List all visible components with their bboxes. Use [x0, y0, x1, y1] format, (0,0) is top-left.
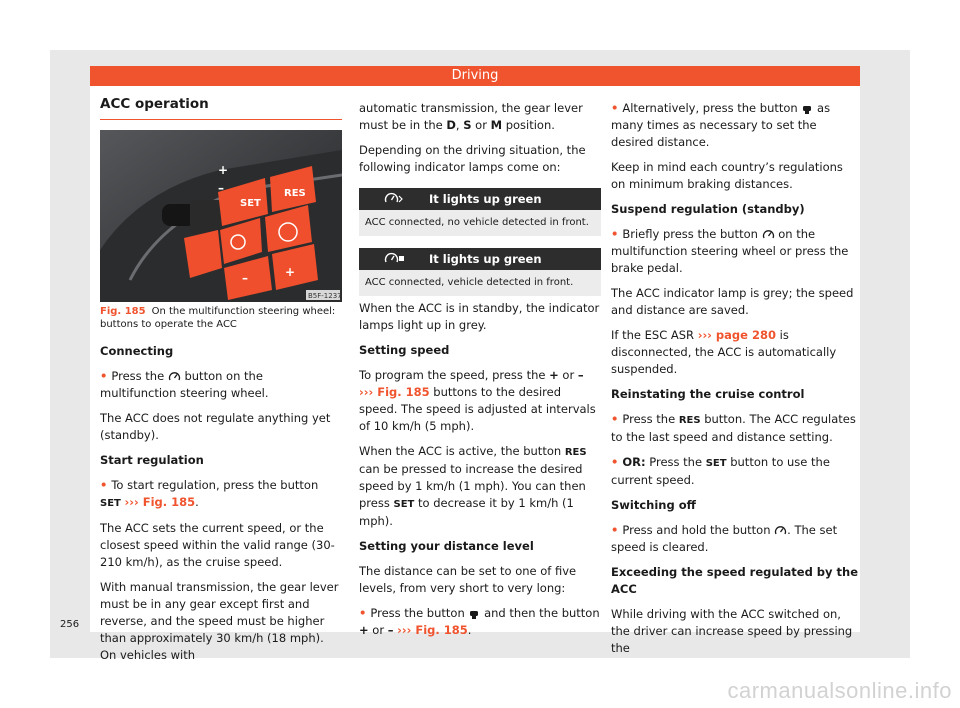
svg-text:+: + [218, 163, 229, 177]
distance-title: Setting your distance level [359, 539, 534, 553]
exceed-title: Exceeding the speed regulated by the ACC [611, 565, 859, 596]
connecting-paragraph: • Press the button on the multifunction steering wheel. [100, 369, 269, 400]
bullet-icon: • [611, 101, 619, 115]
reinstate-title: Reinstating the cruise control [611, 387, 805, 401]
regulations-paragraph: Keep in mind each country’s regulations on minimum braking distances. [611, 160, 843, 191]
column-2 [359, 100, 601, 647]
plus-button-label: + [285, 265, 296, 279]
depending-paragraph: Depending on the driving situation, the following indicator lamps come on: [359, 143, 586, 174]
res-symbol: RES [564, 447, 587, 458]
bullet-icon: • [100, 478, 108, 492]
switch-off-paragraph: • Press and hold the button . The set speed is cleared. [611, 523, 838, 554]
active-paragraph: When the ACC is active, the button RES can be pressed to increase the desired speed by 1 km/h (1 mph). You can then press SET to decrease it by 1 km/h (1 mph). [359, 444, 587, 528]
standby-grey-paragraph: When the ACC is in standby, the indicator lamps light up in grey. [359, 301, 600, 332]
distance-car-icon [801, 103, 813, 115]
suspend-title: Suspend regulation (standby) [611, 202, 805, 216]
acc-speedometer-icon [168, 371, 181, 382]
res-symbol: RES [678, 415, 701, 426]
exceed-paragraph: While driving with the ACC switched on, the driver can increase speed by pressing the [611, 607, 853, 655]
start-paragraph: • To start regulation, press the button SET ››› Fig. 185. [100, 478, 319, 509]
manual-paragraph: With manual transmission, the gear lever must be in any gear except first and reverse, and the speed must be higher than approximately 30 km/h (18 mph). On vehicles with [100, 580, 339, 662]
column-3 [611, 100, 860, 665]
standby-paragraph: The ACC does not regulate anything yet (standby). [100, 411, 331, 442]
connecting-title: Connecting [100, 344, 174, 358]
bullet-icon: • [359, 606, 367, 620]
bullet-icon: • [611, 227, 619, 241]
column-1 [100, 96, 342, 672]
switch-off-title: Switching off [611, 498, 696, 512]
setting-speed-title: Setting speed [359, 343, 450, 357]
set-symbol: SET [393, 499, 415, 510]
acc-speedometer-icon [774, 525, 787, 536]
lamp-box-2-text: ACC connected, vehicle detected in front. [359, 270, 601, 296]
figure-code: B5F-1237 [308, 292, 342, 300]
steering-wheel-figure [100, 130, 342, 302]
res-button-label: RES [284, 188, 306, 199]
bullet-icon: • [611, 455, 619, 469]
set-symbol: SET [100, 498, 121, 509]
acc-speedometer-icon [762, 229, 775, 240]
chapter-header: Driving [90, 66, 860, 86]
esc-paragraph: If the ESC ASR ››› page 280 is disconnected, the ACC is automatically suspended. [611, 328, 837, 376]
distance-car-icon [468, 608, 480, 620]
figure-caption [100, 305, 342, 331]
auto-paragraph: automatic transmission, the gear lever must be in the D, S or M position. [359, 101, 583, 132]
acc-lamp-no-vehicle-icon [383, 192, 405, 206]
fig-185-link[interactable]: ››› Fig. 185 [359, 385, 430, 399]
minus-button-label: – [242, 271, 248, 285]
lamp-box-2-header: It lights up green [359, 248, 601, 270]
distance-bullet: • Press the button and then the button + or – ››› Fig. 185. [359, 606, 600, 637]
section-title: ACC operation [100, 96, 342, 120]
or-paragraph: • OR: Press the SET button to use the current speed. [611, 455, 830, 487]
setting-speed-paragraph: To program the speed, press the + or – ››› Fig. 185 buttons to the desired speed. The speed is adjusted at intervals of 10 km/h (5 mph). [359, 368, 596, 433]
acc-lamp-vehicle-icon [383, 252, 405, 266]
grey-paragraph: The ACC indicator lamp is grey; the speed and distance are saved. [611, 286, 854, 317]
page-280-link[interactable]: ››› page 280 [697, 328, 776, 342]
fig-185-link[interactable]: ››› Fig. 185 [397, 623, 468, 637]
bullet-icon: • [611, 412, 619, 426]
lamp-box-1-text: ACC connected, no vehicle detected in front. [359, 210, 601, 236]
sets-paragraph: The ACC sets the current speed, or the closest speed within the valid range (30-210 km/h), as the cruise speed. [100, 521, 335, 569]
set-button-label: SET [240, 198, 261, 209]
lamp-box-1-header: It lights up green [359, 188, 601, 210]
set-symbol: SET [705, 458, 727, 469]
figure-caption-text: On the multifunction steering wheel: buttons to operate the ACC [100, 306, 336, 330]
reinstate-paragraph: • Press the RES button. The ACC regulates to the last speed and distance setting. [611, 412, 856, 444]
svg-text:–: – [218, 181, 224, 195]
figure-label: Fig. 185 [100, 306, 146, 317]
suspend-paragraph: • Briefly press the button on the multifunction steering wheel or press the brake pedal. [611, 227, 849, 275]
fig-185-link[interactable]: ››› Fig. 185 [124, 495, 196, 509]
watermark: carmanualsonline.info [727, 678, 952, 703]
alternative-paragraph: • Alternatively, press the button as many times as necessary to set the desired distance. [611, 101, 831, 149]
steering-wheel-illustration [100, 130, 342, 302]
distance-paragraph: The distance can be set to one of five levels, from very short to very long: [359, 564, 577, 595]
page-number: 256 [60, 619, 80, 630]
bullet-icon: • [611, 523, 619, 537]
start-title: Start regulation [100, 453, 204, 467]
bullet-icon: • [100, 369, 108, 383]
